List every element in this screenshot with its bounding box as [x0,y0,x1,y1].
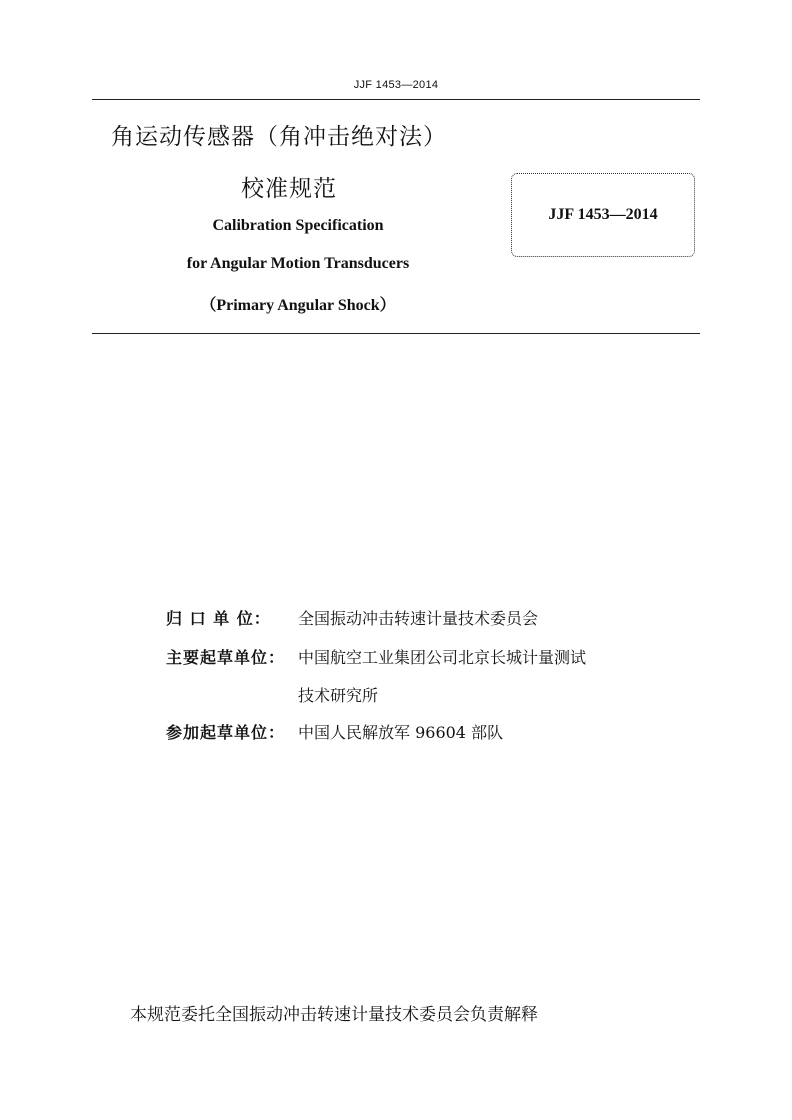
title-chinese-sub: 校准规范 [241,176,337,202]
main-drafter-value-line2: 技术研究所 [298,686,379,705]
participating-drafter-label: 参加起草单位： [166,723,286,742]
responsible-unit-label: 归 口 单 位： [166,609,271,628]
title-divider [92,333,700,334]
header-divider [92,99,700,100]
title-chinese-main: 角运动传感器（角冲击绝对法） [111,124,447,150]
main-drafter-label: 主要起草单位： [166,648,286,667]
header-standard-code: JJF 1453—2014 [353,79,439,91]
participating-drafter-value: 中国人民解放军 96604 部队 [298,723,504,742]
standard-code-box-label: JJF 1453—2014 [548,206,658,223]
title-english-line2: for Angular Motion Transducers [186,255,410,272]
title-english-line3: （Primary Angular Shock） [200,297,396,314]
interpretation-note: 本规范委托全国振动冲击转速计量技术委员会负责解释 [130,1005,538,1025]
title-english-line1: Calibration Specification [212,217,384,234]
standard-code-box [511,173,695,257]
main-drafter-value-line1: 中国航空工业集团公司北京长城计量测试 [298,648,587,667]
responsible-unit-value: 全国振动冲击转速计量技术委员会 [298,609,539,628]
